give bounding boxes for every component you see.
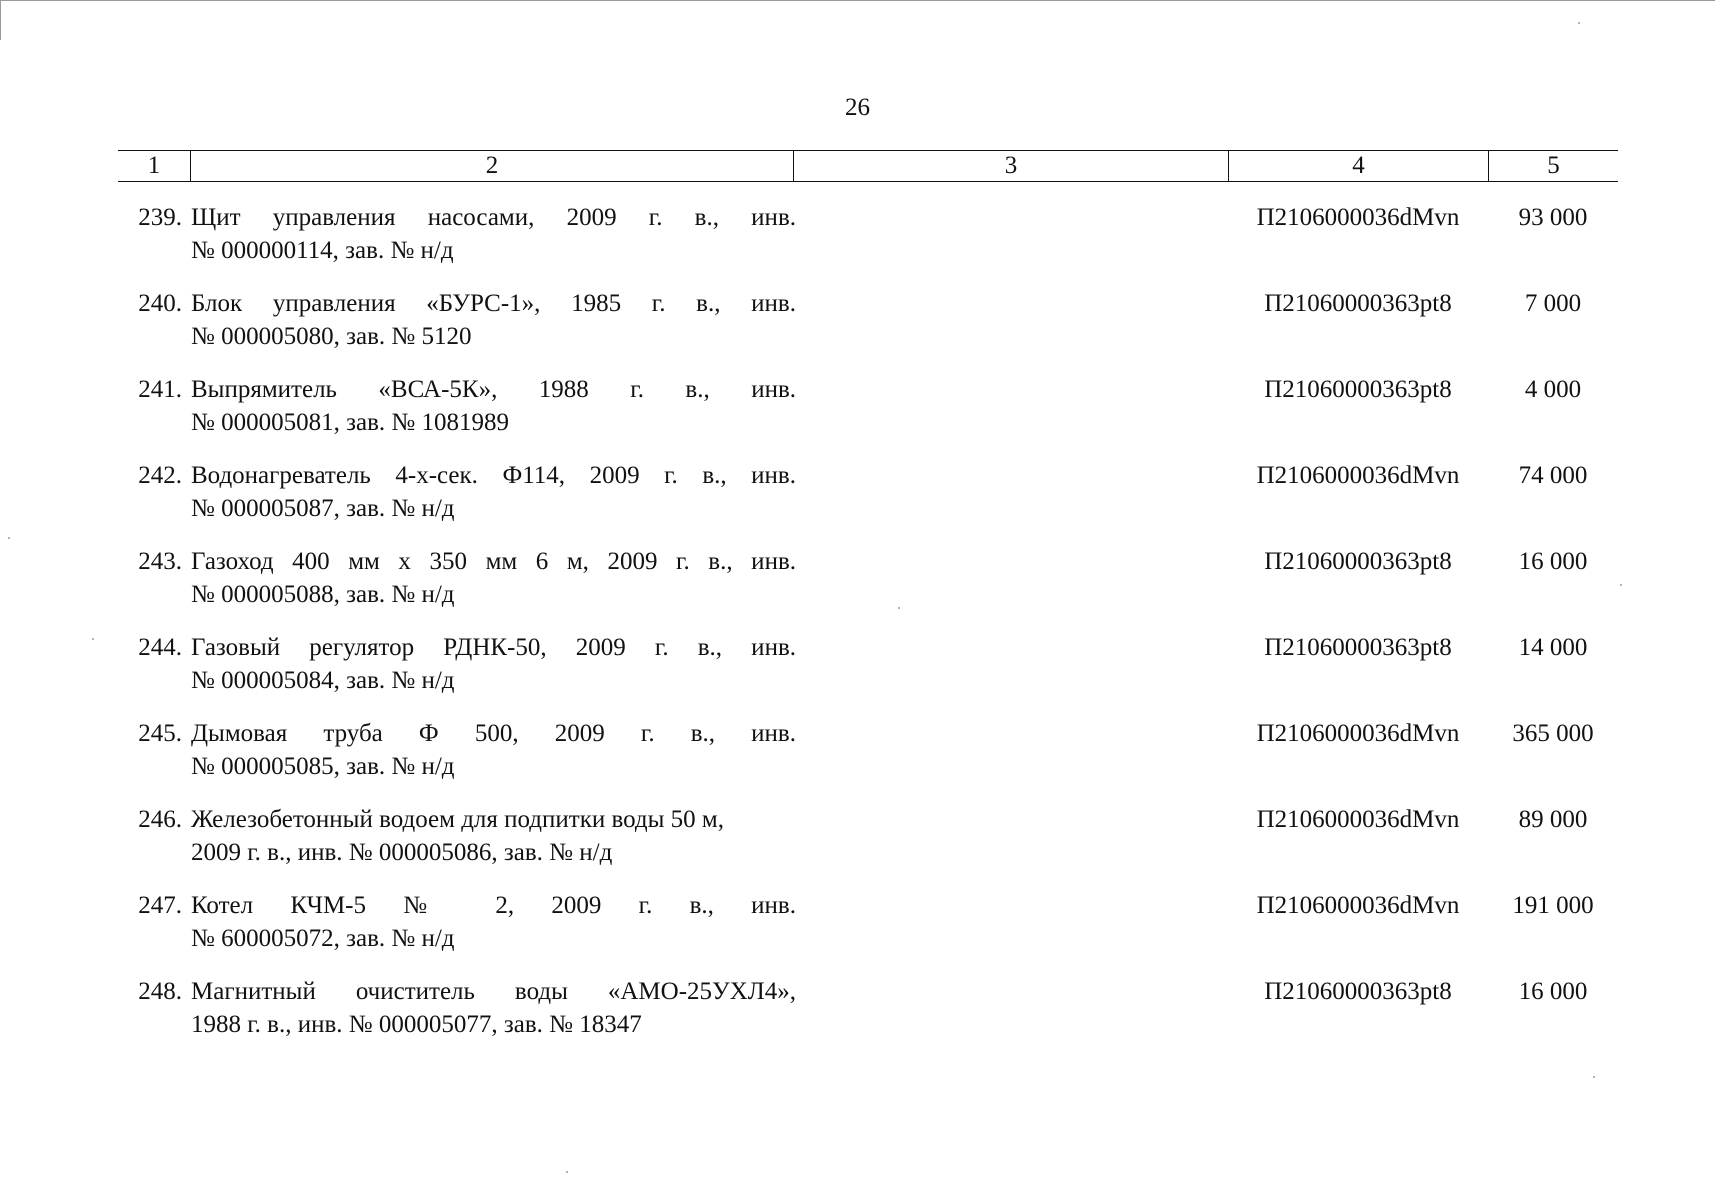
table-row: [0, 803, 1715, 881]
row-description: [191, 459, 796, 525]
row-number: 245.: [138, 720, 182, 747]
row-number: 248.: [138, 978, 182, 1005]
description-line-1: Железобетонный водоем для подпитки воды 50 м,: [191, 806, 724, 833]
table-row: [0, 545, 1715, 623]
description-line-2: № 000005088, зав. № н/д: [191, 581, 455, 608]
row-description: [191, 889, 796, 955]
description-line-1: Газоход 400 мм х 350 мм 6 м, 2009 г. в., инв.: [191, 548, 796, 575]
row-price: 191 000: [1512, 892, 1594, 919]
row-price: 14 000: [1518, 634, 1588, 661]
description-line-2: № 000005085, зав. № н/д: [191, 753, 455, 780]
row-description: [191, 545, 796, 611]
scan-speck: [1578, 22, 1580, 24]
column-header-4: 4: [1228, 151, 1488, 181]
table-row: [0, 975, 1715, 1053]
row-description: [191, 373, 796, 439]
scan-speck: [566, 1171, 568, 1173]
row-description: [191, 803, 796, 869]
row-description: [191, 717, 796, 783]
row-price: 16 000: [1518, 978, 1588, 1005]
row-number: 241.: [138, 376, 182, 403]
row-price: 7 000: [1524, 290, 1582, 317]
row-price: 74 000: [1518, 462, 1588, 489]
row-description: [191, 631, 796, 697]
row-description: [191, 975, 796, 1041]
table-row: [0, 717, 1715, 795]
scan-speck: [898, 607, 900, 609]
table-row: [0, 287, 1715, 365]
description-line-2: № 000005080, зав. № 5120: [191, 323, 472, 350]
row-price: 4 000: [1524, 376, 1582, 403]
row-number: 246.: [138, 806, 182, 833]
description-line-2: № 600005072, зав. № н/д: [191, 925, 455, 952]
description-line-1: Водонагреватель 4-х-сек. Ф114, 2009 г. в., инв.: [191, 462, 796, 489]
description-line-1: Котел КЧМ-5 № 2, 2009 г. в., инв.: [191, 892, 796, 919]
row-description: [191, 201, 796, 267]
row-price: 93 000: [1518, 204, 1588, 231]
description-line-1: Магнитный очиститель воды «АМО-25УХЛ4»,: [191, 978, 796, 1005]
row-description: [191, 287, 796, 353]
table-header-row: [118, 150, 1618, 182]
description-line-1: Газовый регулятор РДНК-50, 2009 г. в., инв.: [191, 634, 796, 661]
table-row: [0, 201, 1715, 279]
row-code: П21060000363pt8: [1264, 376, 1452, 403]
description-line-2: № 000005084, зав. № н/д: [191, 667, 455, 694]
scan-speck: [92, 638, 94, 640]
row-number: 240.: [138, 290, 182, 317]
row-code: П2106000036dMvn: [1256, 462, 1460, 489]
page-number: 26: [845, 94, 870, 121]
description-line-1: Щит управления насосами, 2009 г. в., инв.: [191, 204, 796, 231]
column-header-5: 5: [1488, 151, 1618, 181]
scan-speck: [8, 537, 10, 539]
row-price: 16 000: [1518, 548, 1588, 575]
description-line-1: Дымовая труба Ф 500, 2009 г. в., инв.: [191, 720, 796, 747]
row-number: 242.: [138, 462, 182, 489]
row-price: 365 000: [1512, 720, 1594, 747]
row-code: П2106000036dMvn: [1256, 806, 1460, 833]
scan-speck: [1593, 1076, 1595, 1078]
table-row: [0, 373, 1715, 451]
column-header-1: 1: [147, 152, 161, 179]
row-number: 244.: [138, 634, 182, 661]
description-line-1: Выпрямитель «ВСА-5К», 1988 г. в., инв.: [191, 376, 796, 403]
row-code: П21060000363pt8: [1264, 634, 1452, 661]
description-line-2: 2009 г. в., инв. № 000005086, зав. № н/д: [191, 839, 613, 866]
scan-top-edge: [0, 0, 1715, 1]
row-number: 239.: [138, 204, 182, 231]
description-line-2: № 000005081, зав. № 1081989: [191, 409, 509, 436]
table-row: [0, 889, 1715, 967]
row-code: П2106000036dMvn: [1256, 204, 1460, 231]
scan-speck: [1620, 584, 1622, 586]
row-code: П2106000036dMvn: [1256, 720, 1460, 747]
row-number: 243.: [138, 548, 182, 575]
row-code: П2106000036dMvn: [1256, 892, 1460, 919]
table-row: [0, 459, 1715, 537]
scan-left-edge: [0, 0, 1, 40]
column-header-3: 3: [793, 151, 1228, 181]
column-header-2: 2: [190, 151, 793, 181]
description-line-2: 1988 г. в., инв. № 000005077, зав. № 18347: [191, 1011, 642, 1038]
table-row: [0, 631, 1715, 709]
row-code: П21060000363pt8: [1264, 548, 1452, 575]
row-price: 89 000: [1518, 806, 1588, 833]
description-line-1: Блок управления «БУРС-1», 1985 г. в., инв.: [191, 290, 796, 317]
description-line-2: № 000005087, зав. № н/д: [191, 495, 455, 522]
row-code: П21060000363pt8: [1264, 290, 1452, 317]
description-line-2: № 000000114, зав. № н/д: [191, 237, 454, 264]
row-number: 247.: [138, 892, 182, 919]
row-code: П21060000363pt8: [1264, 978, 1452, 1005]
